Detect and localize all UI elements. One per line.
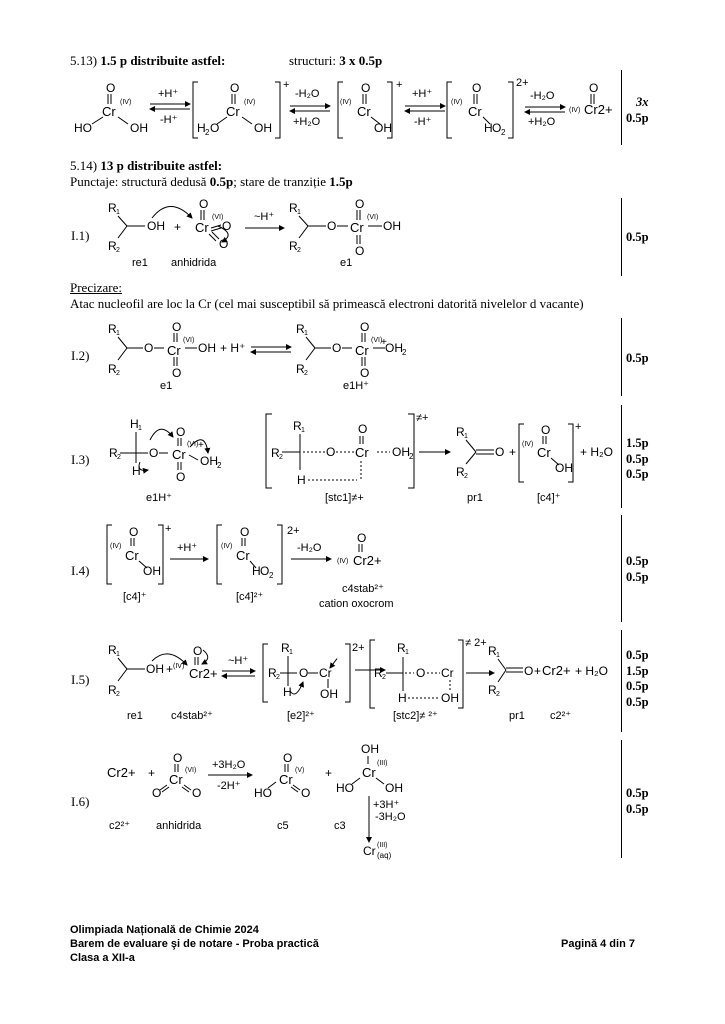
svg-text:+: + — [166, 662, 174, 676]
svg-text:-H⁺: -H⁺ — [160, 114, 178, 126]
svg-text:R: R — [108, 201, 117, 215]
footer — [70, 923, 319, 965]
svg-text:(IV): (IV) — [337, 558, 349, 565]
svg-text:(IV): (IV) — [244, 99, 256, 106]
svg-text:O: O — [357, 531, 367, 545]
svg-text:e1: e1 — [340, 257, 353, 269]
svg-text:O: O — [495, 445, 505, 459]
svg-text:re1: re1 — [132, 257, 148, 269]
svg-text:OH: OH — [130, 121, 148, 135]
svg-text:c4stab²⁺: c4stab²⁺ — [342, 583, 384, 595]
svg-text:c2²⁺: c2²⁺ — [109, 820, 131, 832]
svg-text:R: R — [293, 419, 302, 433]
svg-text:[stc1]≠+: [stc1]≠+ — [325, 492, 364, 504]
svg-text:Cr2+: Cr2+ — [353, 553, 382, 568]
score-i5: 0.5p 1.5p 0.5p 0.5p — [626, 648, 649, 709]
svg-text:1: 1 — [304, 330, 308, 337]
svg-text:2: 2 — [205, 128, 210, 137]
svg-text:-H₂O: -H₂O — [530, 90, 555, 102]
svg-text:R: R — [374, 666, 383, 680]
svg-text:H: H — [297, 473, 306, 487]
svg-text:-2H⁺: -2H⁺ — [217, 780, 241, 792]
svg-text:O: O — [360, 320, 370, 334]
step-label: I.5) — [71, 672, 90, 687]
svg-text:HO: HO — [254, 786, 272, 800]
svg-text:R: R — [109, 446, 118, 460]
svg-text:+: + — [174, 220, 182, 234]
svg-text:O: O — [172, 366, 182, 380]
svg-text:[c4]⁺: [c4]⁺ — [123, 591, 147, 603]
svg-text:+: + — [396, 79, 403, 91]
svg-text:Cr: Cr — [350, 220, 364, 235]
svg-text:O: O — [219, 237, 229, 251]
svg-text:Cr: Cr — [279, 772, 293, 787]
svg-text:e1H⁺: e1H⁺ — [146, 492, 172, 504]
svg-text:Cr: Cr — [195, 220, 209, 235]
precizare-text: Atac nucleofil are loc la Cr (cel mai susceptibil să primească electroni datorită nivelelor d vacante) — [70, 296, 584, 311]
svg-text:O: O — [199, 197, 209, 211]
svg-text:~H⁺: ~H⁺ — [228, 655, 249, 667]
svg-text:HO: HO — [336, 781, 354, 795]
svg-text:R: R — [296, 362, 305, 376]
svg-text:R: R — [108, 362, 117, 376]
svg-text:R: R — [281, 641, 290, 655]
footer-class: Clasa a XII-a — [70, 952, 135, 964]
svg-text:R: R — [108, 322, 117, 336]
svg-text:e1H⁺: e1H⁺ — [343, 380, 369, 392]
svg-text:(IV): (IV) — [451, 99, 463, 106]
svg-text:Cr: Cr — [362, 765, 376, 780]
scheme-i2 — [108, 320, 407, 392]
svg-text:2: 2 — [297, 247, 301, 254]
svg-text:Cr: Cr — [236, 548, 250, 563]
svg-text:O: O — [326, 445, 336, 459]
scheme-5-13 — [74, 77, 613, 138]
svg-text:+: + — [509, 445, 517, 459]
svg-text:pr1: pr1 — [509, 710, 525, 722]
svg-text:OH: OH — [320, 687, 338, 701]
svg-text:1: 1 — [496, 652, 500, 659]
svg-text:2: 2 — [276, 674, 280, 681]
section-heading: 1.5 p distribuite astfel: — [100, 53, 226, 68]
svg-text:H: H — [132, 464, 141, 478]
svg-text:Cr: Cr — [468, 104, 482, 119]
svg-text:2+: 2+ — [287, 525, 300, 537]
svg-text:c4stab²⁺: c4stab²⁺ — [171, 710, 213, 722]
svg-text:c2²⁺: c2²⁺ — [550, 710, 572, 722]
svg-text:O: O — [283, 751, 293, 765]
svg-text:O: O — [222, 219, 232, 233]
scheme-i3 — [109, 412, 613, 504]
svg-text:R: R — [296, 322, 305, 336]
svg-text:OH: OH — [385, 341, 403, 355]
svg-text:Cr: Cr — [102, 104, 116, 119]
svg-text:[c4]⁺: [c4]⁺ — [537, 492, 561, 504]
svg-text:+H₂O: +H₂O — [528, 116, 556, 128]
svg-text:O: O — [240, 525, 250, 539]
page-number: Pagină 4 din 7 — [561, 938, 635, 950]
svg-text:≠ 2+: ≠ 2+ — [465, 637, 487, 649]
svg-text:(IV): (IV) — [522, 441, 534, 448]
svg-text:Cr: Cr — [169, 772, 183, 787]
svg-text:Cr: Cr — [441, 666, 454, 680]
svg-text:[stc2]≠ ²⁺: [stc2]≠ ²⁺ — [393, 710, 438, 722]
score-5-13: 3x 0.5p — [626, 95, 649, 125]
svg-text:H: H — [130, 417, 139, 431]
svg-text:Cr2+: Cr2+ — [584, 102, 613, 117]
svg-text:+: + — [165, 523, 172, 535]
svg-text:OH: OH — [254, 121, 272, 135]
svg-text:OH: OH — [200, 454, 218, 468]
svg-text:OH: OH — [374, 121, 392, 135]
svg-text:H: H — [252, 564, 261, 578]
svg-text:Cr: Cr — [355, 343, 369, 358]
svg-text:Cr: Cr — [125, 548, 139, 563]
svg-text:Cr: Cr — [357, 104, 371, 119]
svg-text:O: O — [524, 664, 534, 678]
svg-text:2: 2 — [117, 454, 121, 461]
svg-text:2: 2 — [279, 454, 283, 461]
svg-text:R: R — [271, 446, 280, 460]
svg-text:+H₂O: +H₂O — [293, 116, 321, 128]
svg-text:O: O — [355, 197, 365, 211]
svg-text:+: + — [198, 440, 204, 451]
svg-text:H: H — [197, 121, 206, 135]
svg-text:OH: OH — [143, 564, 161, 578]
svg-text:(IV): (IV) — [120, 99, 132, 106]
svg-text:Cr: Cr — [363, 844, 376, 858]
scoring-rule: Punctaje: structură dedusă 0.5p; stare de tranziție 1.5p — [70, 174, 353, 189]
svg-text:2: 2 — [304, 370, 308, 377]
svg-text:Cr: Cr — [226, 104, 240, 119]
svg-text:2: 2 — [496, 691, 500, 698]
svg-text:O: O — [230, 81, 240, 95]
svg-text:(IV): (IV) — [569, 107, 581, 114]
svg-text:+H⁺: +H⁺ — [177, 542, 198, 554]
svg-text:(VI): (VI) — [183, 337, 195, 344]
svg-text:(IV): (IV) — [221, 543, 233, 550]
svg-text:O: O — [299, 666, 309, 680]
svg-text:+ H⁺: + H⁺ — [220, 341, 246, 355]
svg-text:O: O — [173, 751, 183, 765]
svg-text:(IV): (IV) — [340, 99, 352, 106]
svg-text:O: O — [149, 446, 159, 460]
svg-text:HO: HO — [74, 121, 92, 135]
svg-text:O: O — [210, 121, 220, 135]
svg-text:~H⁺: ~H⁺ — [254, 211, 275, 223]
svg-text:2: 2 — [464, 473, 468, 480]
svg-text:2: 2 — [501, 128, 506, 137]
svg-text:Cr2+: Cr2+ — [542, 663, 571, 678]
section-5-14-header: 5.14) 13 p distribuite astfel: — [70, 158, 223, 173]
svg-text:2: 2 — [402, 348, 407, 357]
svg-text:[c4]²⁺: [c4]²⁺ — [236, 591, 264, 603]
footer-olympiad: Olimpiada Națională de Chimie 2024 — [70, 924, 259, 936]
svg-text:O: O — [176, 470, 186, 484]
svg-text:O: O — [355, 244, 365, 258]
svg-text:2: 2 — [116, 370, 120, 377]
svg-text:R: R — [108, 683, 117, 697]
svg-text:R: R — [397, 641, 406, 655]
svg-text:H: H — [283, 685, 292, 699]
svg-text:OH: OH — [361, 742, 379, 756]
svg-text:R: R — [488, 644, 497, 658]
svg-text:1: 1 — [116, 651, 120, 658]
svg-text:+: + — [381, 337, 387, 348]
svg-text:1: 1 — [116, 209, 120, 216]
svg-text:O: O — [327, 219, 337, 233]
svg-text:O: O — [301, 786, 311, 800]
step-label: I.4) — [71, 563, 90, 578]
svg-text:(VI): (VI) — [212, 214, 224, 221]
score-i6: 0.5p 0.5p — [626, 786, 649, 816]
svg-text:H: H — [398, 691, 407, 705]
svg-text:Cr: Cr — [537, 445, 551, 460]
svg-text:O: O — [332, 341, 342, 355]
svg-text:1: 1 — [301, 427, 305, 434]
svg-text:OH: OH — [383, 219, 401, 233]
svg-text:-3H₂O: -3H₂O — [375, 811, 406, 823]
svg-text:(VI): (VI) — [367, 214, 379, 221]
svg-text:Cr: Cr — [355, 445, 369, 460]
svg-text:O: O — [172, 320, 182, 334]
svg-text:R: R — [488, 683, 497, 697]
svg-text:+H⁺: +H⁺ — [158, 88, 179, 100]
score-i1: 0.5p — [626, 230, 649, 244]
svg-text:+H⁺: +H⁺ — [412, 88, 433, 100]
svg-text:(III): (III) — [377, 842, 388, 849]
svg-text:1: 1 — [297, 209, 301, 216]
svg-text:(IV): (IV) — [173, 663, 185, 670]
svg-text:2: 2 — [269, 571, 274, 580]
svg-text:R: R — [456, 425, 465, 439]
svg-text:2: 2 — [382, 674, 386, 681]
svg-text:O: O — [492, 121, 502, 135]
svg-text:2: 2 — [409, 452, 414, 461]
step-label: I.2) — [71, 348, 90, 363]
svg-text:-H₂O: -H₂O — [297, 542, 322, 554]
svg-text:O: O — [361, 81, 371, 95]
svg-text:O: O — [152, 786, 162, 800]
score-i2: 0.5p — [626, 351, 649, 365]
svg-text:O: O — [260, 564, 270, 578]
svg-text:O: O — [129, 525, 139, 539]
svg-text:R: R — [268, 666, 277, 680]
scheme-i1 — [108, 197, 401, 269]
svg-text:O: O — [541, 423, 551, 437]
scheme-i6 — [107, 742, 406, 860]
svg-text:R: R — [108, 643, 117, 657]
precizare-title: Precizare: — [70, 280, 122, 295]
svg-text:-H₂O: -H₂O — [295, 88, 320, 100]
svg-text:e1: e1 — [160, 380, 173, 392]
svg-text:OH: OH — [441, 691, 459, 705]
svg-text:(VI): (VI) — [371, 337, 383, 344]
svg-text:R: R — [456, 465, 465, 479]
svg-text:(VI): (VI) — [187, 441, 199, 448]
svg-text:(III): (III) — [377, 760, 388, 767]
svg-text:+ H₂O: + H₂O — [580, 445, 613, 459]
svg-text:anhidrida: anhidrida — [156, 820, 202, 832]
svg-text:O: O — [144, 341, 154, 355]
step-label: I.1) — [71, 228, 90, 243]
svg-text:R: R — [289, 201, 298, 215]
svg-text:+ H₂O: + H₂O — [575, 664, 608, 678]
svg-text:[e2]²⁺: [e2]²⁺ — [287, 710, 315, 722]
svg-text:+3H⁺: +3H⁺ — [373, 799, 400, 811]
svg-text:Cr: Cr — [319, 666, 332, 680]
svg-text:Cr2+: Cr2+ — [189, 666, 218, 681]
svg-text:anhidrida: anhidrida — [171, 257, 217, 269]
svg-text:H: H — [484, 121, 493, 135]
svg-text:R: R — [108, 239, 117, 253]
svg-text:(IV): (IV) — [110, 543, 122, 550]
svg-text:(aq): (aq) — [377, 851, 392, 860]
scheme-i4 — [107, 523, 394, 610]
score-i3: 1.5p 0.5p 0.5p — [626, 436, 649, 481]
svg-text:+: + — [148, 766, 156, 780]
svg-text:2: 2 — [116, 691, 120, 698]
step-label: I.3) — [71, 452, 90, 467]
svg-text:O: O — [106, 81, 116, 95]
svg-text:c3: c3 — [334, 820, 346, 832]
svg-text:(V): (V) — [295, 767, 305, 774]
svg-text:Cr: Cr — [172, 447, 186, 462]
svg-text:R: R — [289, 239, 298, 253]
footer-barem: Barem de evaluare şi de notare - Proba practică — [70, 938, 319, 950]
svg-text:+3H₂O: +3H₂O — [212, 759, 246, 771]
svg-text:1: 1 — [289, 649, 293, 656]
svg-text:OH: OH — [392, 445, 410, 459]
section-number: 5.13) — [70, 53, 98, 68]
svg-text:2+: 2+ — [352, 642, 365, 654]
svg-text:O: O — [193, 644, 203, 658]
scheme-i5 — [108, 637, 608, 722]
svg-text:1: 1 — [138, 425, 142, 432]
svg-text:O: O — [360, 366, 370, 380]
svg-text:1: 1 — [405, 649, 409, 656]
svg-text:pr1: pr1 — [467, 492, 483, 504]
step-label: I.6) — [71, 794, 90, 809]
svg-text:+: + — [283, 79, 290, 91]
svg-text:c5: c5 — [277, 820, 289, 832]
svg-text:(VI): (VI) — [185, 767, 197, 774]
svg-text:OH: OH — [146, 662, 164, 676]
svg-text:≠+: ≠+ — [416, 412, 429, 424]
structures-scoring: structuri: 3 x 0.5p — [289, 53, 383, 68]
svg-text:O: O — [472, 81, 482, 95]
svg-text:O: O — [589, 81, 599, 95]
svg-text:OH: OH — [385, 781, 403, 795]
svg-text:+: + — [325, 766, 333, 780]
svg-text:1: 1 — [116, 330, 120, 337]
svg-text:O: O — [176, 425, 186, 439]
svg-text:cation oxocrom: cation oxocrom — [319, 598, 394, 610]
svg-text:1: 1 — [464, 433, 468, 440]
svg-text:-H⁺: -H⁺ — [414, 116, 432, 128]
svg-text:2: 2 — [116, 247, 120, 254]
svg-text:OH: OH — [555, 461, 573, 475]
score-i4: 0.5p 0.5p — [626, 554, 649, 584]
svg-text:O: O — [358, 422, 368, 436]
svg-text:OH: OH — [198, 341, 216, 355]
svg-text:+: + — [575, 421, 582, 433]
svg-text:Cr2+: Cr2+ — [107, 765, 136, 780]
svg-text:re1: re1 — [127, 710, 143, 722]
svg-text:2+: 2+ — [516, 77, 529, 89]
svg-text:2: 2 — [217, 461, 222, 470]
svg-text:OH: OH — [147, 219, 165, 233]
svg-text:+: + — [534, 664, 542, 678]
svg-text:O: O — [416, 666, 426, 680]
svg-text:Cr: Cr — [167, 343, 181, 358]
svg-text:O: O — [192, 786, 202, 800]
